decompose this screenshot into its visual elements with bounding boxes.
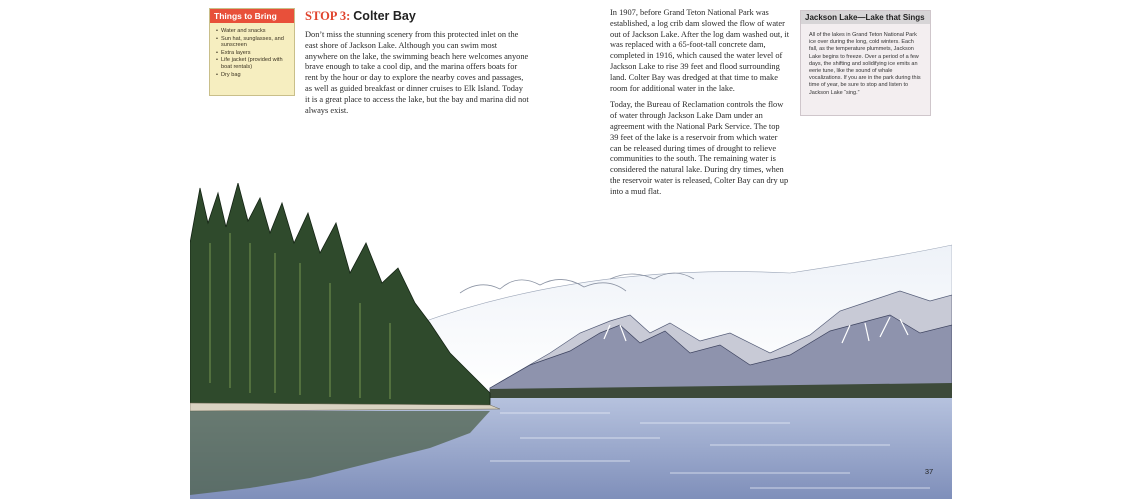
history-column: [610, 8, 790, 198]
stop-heading: [305, 8, 416, 24]
history-paragraph: In 1907, before Grand Teton National Park was established, a log crib dam slowed the flow of water out of Jackson Lake. After the log dam washed out, it was replaced with a 65-foot-tall concrete dam, completed in 1916, which caused the water level of Jackson Lake to rise 39 feet and flood surrounding land. Colter Bay was dredged at that time to make room for additional water in the lake.: [610, 8, 790, 93]
lake-box-title: Jackson Lake—Lake that Sings: [801, 11, 930, 24]
things-to-bring-title: Things to Bring: [210, 9, 294, 23]
intro-paragraph: Don’t miss the stunning scenery from this protected inlet on the east shore of Jackson Lake. Although you can swim most anywhere on the lake, the swimming beach here welcomes anyone brave enough to take a cool dip, and the marina offers boats for rent by the hour or day to explore the nearby coves and passages, as well as guided breakfast or dinner cruises to Elk Island. Today it is a great place to access the lake, but the bay and marina did not always exist.: [305, 30, 529, 115]
lake-box-text: All of the lakes in Grand Teton National Park ice over during the long, cold winters. Each fall, as the temperature plummets, Jackson Lake begins to freeze. Over a period of a few days, the shifting and solidifying ice emits an eerie tune, like the sound of whale vocalizations. If you are in the park during this time of year, be sure to stop and listen to Jackson Lake “sing.”: [809, 32, 921, 96]
stop-number: STOP 3:: [305, 9, 351, 23]
list-item: • Sun hat, sunglasses, and sunscreen: [216, 36, 290, 49]
reservoir-paragraph: Today, the Bureau of Reclamation controls the flow of water through Jackson Lake Dam under an agreement with the National Park Service. The top 39 feet of the lake is a reservoir from which water can be released during times of drought to relieve communities to the south. The remaining water is considered the natural lake. During dry times, when the reservoir water is released, Colter Bay can dry up into a mud flat.: [610, 100, 789, 196]
lake-mountains-forest-illustration: [190, 183, 952, 499]
forest: [190, 183, 490, 405]
list-item: • Extra layers: [216, 50, 290, 57]
page-number: 37: [924, 467, 934, 476]
things-to-bring-list: [210, 23, 294, 78]
intro-column: [305, 30, 529, 116]
lake-that-sings-box: [800, 10, 931, 116]
stop-name: Colter Bay: [353, 9, 416, 23]
things-to-bring-box: [209, 8, 295, 96]
list-item: • Water and snacks: [216, 28, 290, 35]
list-item: • Dry bag: [216, 72, 290, 79]
list-item: • Life jacket (provided with boat rentals): [216, 57, 290, 70]
